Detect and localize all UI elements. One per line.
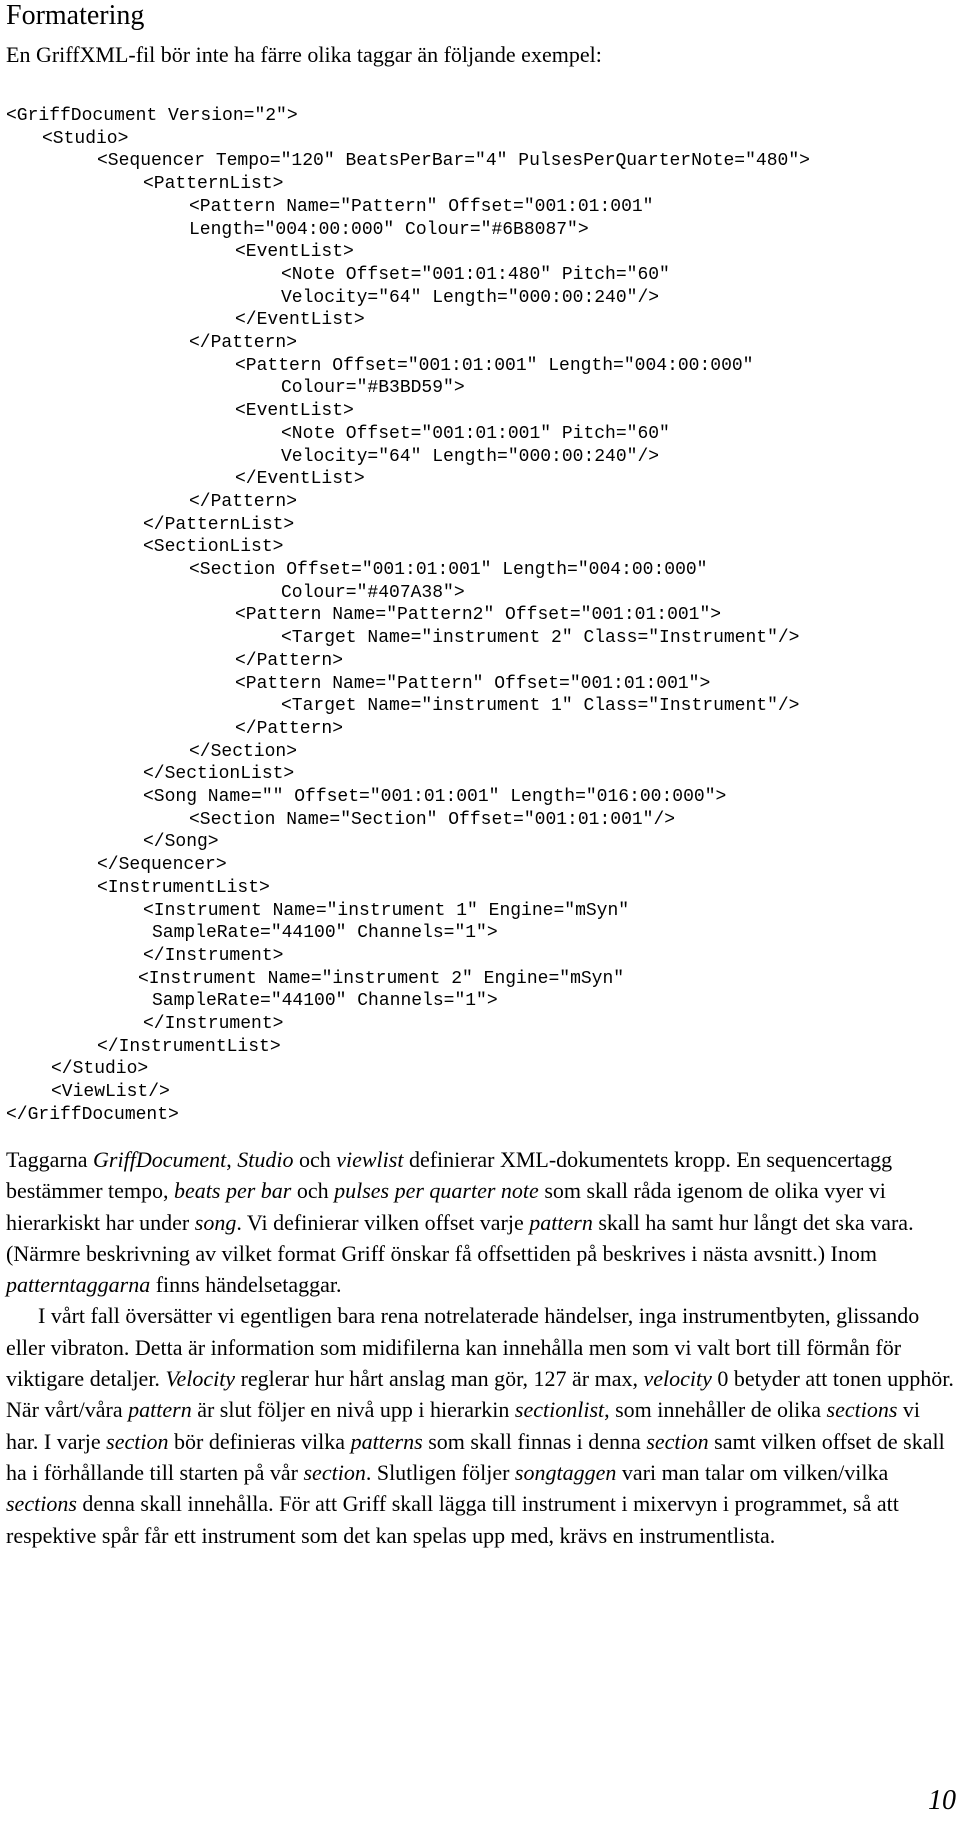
code-line: </Section> [189,741,298,762]
code-line: <Studio> [42,128,129,149]
code-line: <PatternList> [143,174,284,195]
code-line: </Studio> [51,1059,149,1080]
code-line: </EventList> [235,469,365,490]
code-line: </Pattern> [235,650,344,671]
code-line: </InstrumentList> [97,1036,281,1057]
code-line: <Instrument Name="instrument 2" Engine="mSyn" [138,968,625,989]
code-line: <Section Name="Section" Offset="001:01:001"/> [189,809,676,830]
code-line: </Instrument> [143,945,284,966]
page-heading: Formatering [6,0,145,31]
code-line: </Pattern> [189,333,298,353]
code-line: </PatternList> [143,514,295,535]
code-line: </Pattern> [235,718,344,739]
code-line: </Pattern> [189,491,298,512]
code-line: Colour="#B3BD59"> [281,378,465,399]
code-line: <Song Name="" Offset="001:01:001" Length="016:00:000"> [143,787,727,807]
code-line: </EventList> [235,310,365,331]
code-line: <GriffDocument Version="2"> [6,106,298,126]
code-line: </Instrument> [143,1014,284,1034]
code-line: </SectionList> [143,764,295,785]
code-line: Velocity="64" Length="000:00:240"/> [281,446,660,467]
page-number: 10 [928,1785,956,1816]
code-line: <Target Name="instrument 2" Class="Instrument"/> [281,628,800,649]
code-line: Length="004:00:000" Colour="#6B8087"> [189,219,589,240]
code-line: SampleRate="44100" Channels="1"> [152,991,498,1012]
paragraph-2: I vårt fall översätter vi egentligen bara rena notrelaterade händelser, inga instrumentbyten, glissando eller vibraton. Detta är information som midifilerna kan innehålla men som vi valt bort till förmån för viktigare detaljer. Velocity reglerar hur hårt anslag man gör, 127 är max, velocity 0 betyder att tonen upphör. När vårt/våra pattern är slut följer en nivå upp i hierarkin sectionlist, som innehåller de olika sections vi har. I varje section bör definieras vilka patterns som skall finnas i denna section samt vilken offset de skall ha i förhållande till starten på vår section. Slutligen följer songtaggen vari man talar om vilken/vilka sections denna skall innehålla. För att Griff skall lägga till instrument i mixervyn i programmet, så att respektive spår får ett instrument som det kan spelas upp med, krävs en instrumentlista. [6,1303,954,1548]
code-line: SampleRate="44100" Channels="1"> [152,923,498,944]
code-line: </GriffDocument> [6,1104,179,1125]
code-line: <Note Offset="001:01:480" Pitch="60" [281,264,670,285]
code-line: </Sequencer> [97,855,227,876]
paragraph-1: Taggarna GriffDocument, Studio och viewlist definierar XML-dokumentets kropp. En sequencertagg bestämmer tempo, beats per bar och pulses per quarter note som skall råda igenom de olika vyer vi hierarkiskt har under song. Vi definierar vilken offset varje pattern skall ha samt hur långt det ska vara. (Närmre beskrivning av vilket format Griff önskar få offsettiden på beskrives i nästa avsnitt.) Inom patterntaggarna finns händelsetaggar. [6,1147,914,1298]
code-line: <Pattern Offset="001:01:001" Length="004:00:000" [235,355,754,376]
code-line: <Pattern Name="Pattern" Offset="001:01:001"> [235,673,711,694]
code-line: <Section Offset="001:01:001" Length="004:00:000" [189,560,708,580]
code-line: </Song> [143,832,219,853]
code-line: <Pattern Name="Pattern2" Offset="001:01:001"> [235,605,722,626]
code-line: Velocity="64" Length="000:00:240"/> [281,287,660,308]
code-line: <EventList> [235,401,354,422]
code-line: <ViewList/> [51,1082,170,1103]
intro-text: En GriffXML-fil bör inte ha färre olika taggar än följande exempel: [6,42,602,67]
code-line: <EventList> [235,242,354,263]
code-line: <SectionList> [143,537,284,558]
code-line: Colour="#407A38"> [281,582,465,603]
body-text [6,1144,954,1551]
code-line: <Instrument Name="instrument 1" Engine="mSyn" [143,900,630,921]
code-line: <InstrumentList> [97,877,270,898]
code-line: <Pattern Name="Pattern" Offset="001:01:001" [189,196,654,217]
code-line: <Sequencer Tempo="120" BeatsPerBar="4" PulsesPerQuarterNote="480"> [97,151,810,172]
code-line: <Target Name="instrument 1" Class="Instrument"/> [281,696,800,717]
code-line: <Note Offset="001:01:001" Pitch="60" [281,423,670,444]
